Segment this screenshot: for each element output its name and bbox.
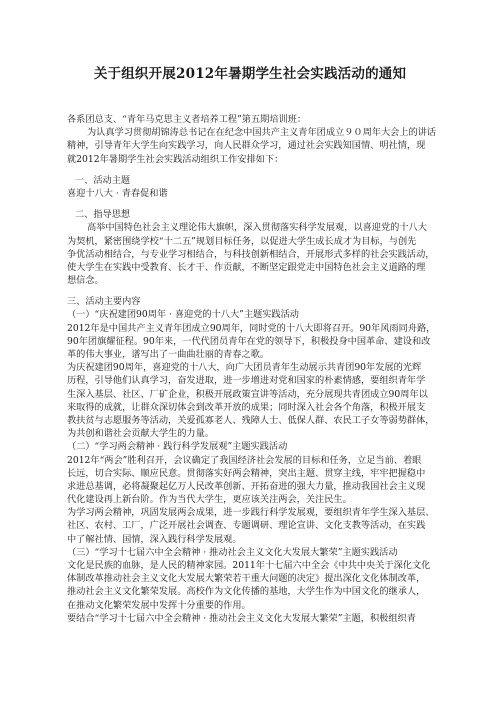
body-line: 为共创和谐社会贡献大学生的力量。 [67, 428, 214, 440]
subsection-heading: （一）“庆祝建团90周年 · 喜迎党的十八大”主题实践活动 [67, 309, 299, 321]
intro-line: 就2012年暑期学生社会实践活动组织工作安排如下： [67, 153, 284, 165]
intro-line: 为认真学习贯彻胡锦涛总书记在在纪念中国共产主义青年团成立９０周年大会上的讲话 [87, 127, 437, 139]
section-heading-theme: 一、活动主题 [75, 174, 131, 186]
body-line: 使大学生在实践中受教育、长才干、作贡献，不断坚定跟党走中国特色社会主义道路的理 [67, 261, 426, 273]
body-line: 代化建设再上新台阶。作为当代大学生，更应该关注两会，关注民生。 [67, 494, 352, 506]
body-line: 历程，引导他们认真学习，奋发进取，进一步增进对党和国家的朴素情感，要组织青年学 [67, 375, 426, 387]
body-line: 90年团旗耀征程。90年来，一代代团员青年在党的领导下，积极投身中国革命、建设和改 [67, 335, 431, 347]
body-line: 社区、农村、工厂，广泛开展社会调查、专题调研、理论宣讲、文化支教等活动，在实践 [67, 520, 426, 532]
body-line: 求进总基调，必将凝聚起亿万人民改革创新、开拓奋进的强大力量，推动我国社会主义现 [67, 480, 426, 492]
body-line: 为学习两会精神，巩固发展两会成果，进一步践行科学发展观，要组织青年学生深入基层、 [67, 507, 435, 519]
body-line: 教扶贫与志愿服务等活动，关爱孤寡老人、残障人士、低保人群、农民工子女等弱势群体， [67, 414, 435, 426]
body-line: 2012年是中国共产主义青年团成立90周年，同时党的十八大即将召开。90年风雨同舟路， [67, 322, 436, 334]
spacer [67, 200, 445, 208]
subsection-heading: （二）“学习两会精神 · 践行科学发展观”主题实践活动 [67, 441, 288, 453]
intro-line: 精神，引导青年大学生向实践学习，向人民群众学习，通过社会实践知国情、明社情，现 [67, 140, 426, 152]
body-line: 中了解社情、国情，深入践行科学发展观。 [67, 533, 242, 545]
body-line: 革的伟大事业，谱写出了一曲曲壮丽的青春之歌。 [67, 349, 270, 360]
body-line: 为契机，紧密围绕学校“十二五”规划目标任务，以促进大学生成长成才为目标，与创先 [67, 235, 417, 247]
body-line: 生深入基层、社区、厂矿企业，积极开展政策宣讲等活动，充分展现共青团成立90周年以 [67, 388, 428, 400]
body-line: 2012年“两会”胜利召开，会议确定了我国经济社会发展的目标和任务，立足当前、着眼 [67, 454, 422, 466]
body-line: 想信念。 [67, 275, 104, 287]
spacer [67, 287, 445, 295]
document-body [67, 113, 445, 625]
body-line: 在推动文化繁荣发展中发挥十分重要的作用。 [67, 599, 251, 611]
document-title: 关于组织开展2012年暑期学生社会实践活动的通知 [93, 66, 407, 82]
body-line: 要结合“学习十七届六中全会精神 · 推动社会主义文化大发展大繁荣”主题，积极组织青 [67, 612, 416, 624]
body-line: 为庆祝建团90周年，喜迎党的十八大，向广大团员青年生动展示共青团90年发展的光辉 [67, 362, 422, 374]
section-heading-activities: 三、活动主要内容 [67, 296, 141, 308]
section-heading-guiding-ideology: 二、指导思想 [75, 209, 131, 221]
theme-text: 喜迎十八大 · 青春促和谐 [67, 187, 168, 199]
addressee-line: 各系团总支、“青年马克思主义者培养工程”第五期培训班： [67, 114, 307, 125]
body-line: 文化是民族的血脉，是人民的精神家园。2011年十七届六中全会《中共中央关于深化文化 [67, 560, 431, 571]
subsection-heading: （三）“学习十七届六中全会精神 · 推动社会主义文化大发展大繁荣”主题实践活动 [67, 546, 398, 558]
body-line: 争优活动相结合，与专业学习相结合，与科技创新相结合，开展形式多样的社会实践活动， [67, 248, 435, 260]
spacer [67, 166, 445, 174]
body-line: 长远，切合实际、顺应民意。贯彻落实好两会精神，突出主题、贯穿主线，牢牢把握稳中 [67, 467, 426, 479]
body-line: 高举中国特色社会主义理论伟大旗帜，深入贯彻落实科学发展观，以喜迎党的十八大 [87, 222, 427, 234]
body-line: 体制改革推动社会主义文化大发展大繁荣若干重大问题的决定》提出深化文化体制改革， [67, 573, 426, 585]
body-line: 来取得的成就，让群众深切体会到改革开放的成果；同时深入社会各个角落，积极开展支 [67, 401, 426, 413]
body-line: 推动社会主义文化繁荣发展。高校作为文化传播的基地，大学生作为中国文化的继承人， [67, 586, 426, 598]
